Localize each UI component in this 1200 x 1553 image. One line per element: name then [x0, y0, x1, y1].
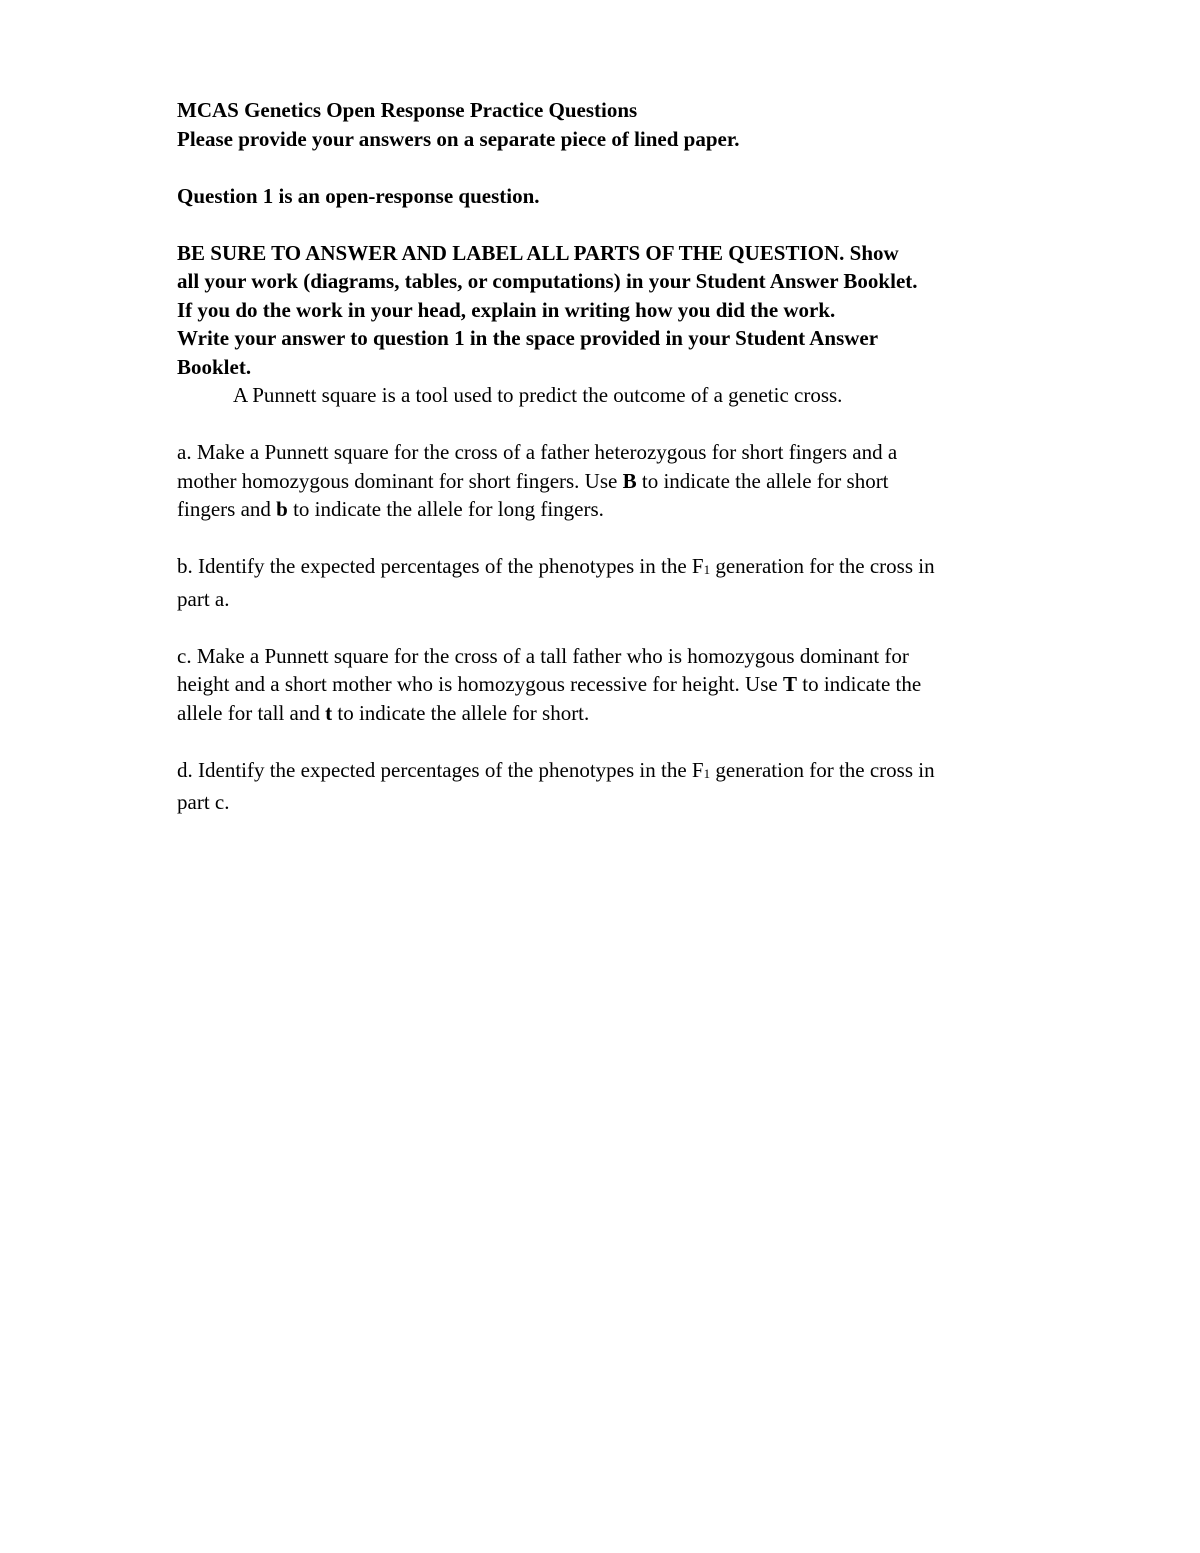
part-c — [177, 642, 1037, 728]
part-d-line-1-text: d. Identify the expected percentages of the phenotypes in the F — [177, 757, 704, 782]
part-c-line-2 — [177, 670, 1037, 699]
instruction-line-2: all your work (diagrams, tables, or computations) in your Student Answer Booklet. — [177, 269, 918, 293]
part-d-line-1 — [177, 756, 1037, 789]
spacer — [177, 727, 1037, 756]
allele-symbol-t: t — [325, 700, 333, 725]
instructions-block — [177, 239, 1037, 382]
part-c-line-3 — [177, 699, 1037, 728]
part-a-line-2-text: mother homozygous dominant for short fingers. Use — [177, 468, 623, 493]
question-note: Question 1 is an open-response question. — [177, 183, 540, 208]
part-c-line-1: c. Make a Punnett square for the cross of a tall father who is homozygous dominant for — [177, 643, 909, 668]
instruction-line-3: If you do the work in your head, explain in writing how you did the work. — [177, 297, 836, 322]
instruction-line-4: Write your answer to question 1 in the space provided in your Student Answer — [177, 326, 879, 350]
part-a-line-2-tail: to indicate the allele for short — [636, 468, 889, 493]
spacer — [177, 153, 1037, 182]
part-a — [177, 438, 1037, 524]
allele-symbol-b: b — [276, 497, 288, 521]
part-c-line-3-tail: to indicate the allele for short. — [332, 700, 590, 725]
part-b-line-2: part a. — [177, 586, 230, 611]
spacer — [177, 210, 1037, 239]
part-a-line-3 — [177, 495, 1037, 524]
part-b-line-1-text: b. Identify the expected percentages of the phenotypes in the F — [177, 554, 704, 578]
part-b — [177, 552, 1037, 613]
spacer — [177, 410, 1037, 439]
part-d-line-1-tail: generation for the cross in — [710, 757, 935, 782]
part-d — [177, 756, 1037, 817]
part-b-line-1-tail: generation for the cross in — [710, 554, 935, 578]
instruction-line-1: BE SURE TO ANSWER AND LABEL ALL PARTS OF THE QUESTION. Show — [177, 240, 899, 265]
lead-sentence: A Punnett square is a tool used to predict the outcome of a genetic cross. — [233, 383, 843, 407]
allele-symbol-T: T — [782, 672, 797, 696]
instruction-line-5: Booklet. — [177, 354, 252, 379]
part-d-line-2: part c. — [177, 790, 230, 814]
document-title: MCAS Genetics Open Response Practice Questions — [177, 98, 638, 122]
f1-subscript: 1 — [703, 562, 711, 577]
f1-subscript: 1 — [703, 765, 711, 781]
part-c-line-2-text: height and a short mother who is homozygous recessive for height. Use — [177, 672, 783, 696]
document-subtitle: Please provide your answers on a separate piece of lined paper. — [177, 126, 740, 151]
part-a-line-3-tail: to indicate the allele for long fingers. — [287, 497, 604, 521]
part-a-line-2 — [177, 467, 1037, 496]
part-a-line-1: a. Make a Punnett square for the cross of a father heterozygous for short fingers and a — [177, 440, 898, 464]
spacer — [177, 524, 1037, 553]
document-page — [177, 96, 1037, 817]
allele-symbol-B: B — [622, 468, 637, 493]
part-c-line-2-tail: to indicate the — [796, 672, 922, 696]
spacer — [177, 613, 1037, 642]
part-b-line-1 — [177, 552, 1037, 585]
part-c-line-3-text: allele for tall and — [177, 700, 326, 725]
part-a-line-3-text: fingers and — [177, 497, 277, 521]
